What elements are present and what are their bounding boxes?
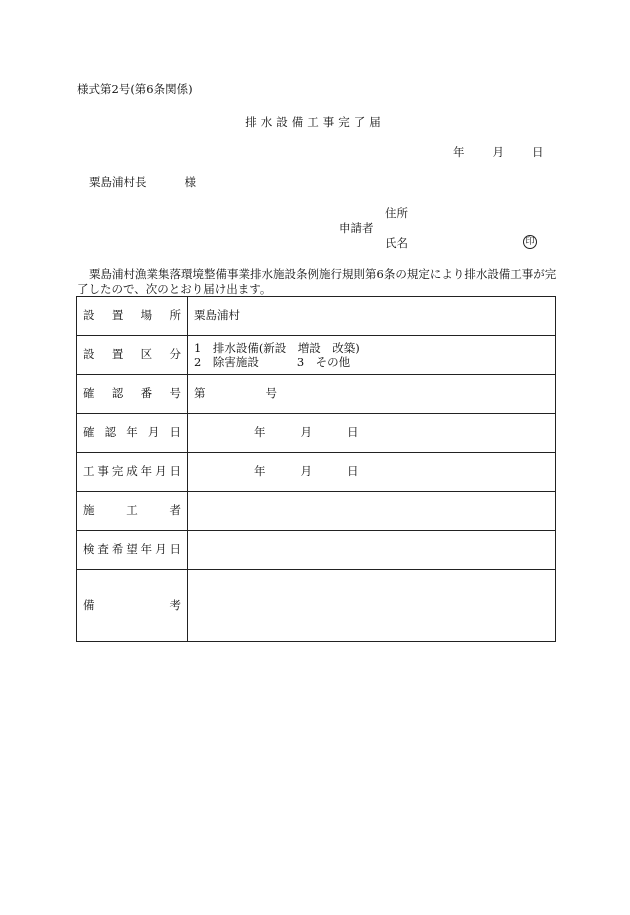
month-label: 月 <box>300 464 312 479</box>
table-row-completion-date <box>77 453 556 492</box>
number-suffix: 号 <box>265 386 277 401</box>
category-option-3: 3 その他 <box>296 355 351 369</box>
category-label: 設置区分 <box>77 336 188 375</box>
inspection-date-label: 検査希望年月日 <box>77 531 188 570</box>
table-row-confirmation-number <box>77 375 556 414</box>
inspection-date-value <box>188 531 556 570</box>
month-label: 月 <box>492 145 504 159</box>
form-table <box>76 296 556 642</box>
category-value <box>188 336 556 375</box>
day-label: 日 <box>347 425 359 440</box>
form-title: 排水設備工事完了届 <box>245 115 385 129</box>
confirmation-date-label: 確認年月日 <box>77 414 188 453</box>
addressee-name: 粟島浦村長 <box>89 175 147 189</box>
day-label: 日 <box>347 464 359 479</box>
year-label: 年 <box>453 145 465 159</box>
month-label: 月 <box>300 425 312 440</box>
table-row-inspection-date <box>77 531 556 570</box>
form-number: 様式第2号(第6条関係) <box>77 82 193 96</box>
seal-mark: 印 <box>523 235 537 249</box>
confirmation-date-value <box>188 414 556 453</box>
contractor-label: 施工者 <box>77 492 188 531</box>
table-row-contractor <box>77 492 556 531</box>
day-label: 日 <box>532 145 544 159</box>
table-row-location <box>77 297 556 336</box>
table-row-remarks <box>77 570 556 642</box>
completion-date-label: 工事完成年月日 <box>77 453 188 492</box>
category-option-2: 2 除害施設 <box>194 355 259 369</box>
submission-date <box>453 147 544 159</box>
body-text: 粟島浦村漁業集落環境整備事業排水施設条例施行規則第6条の規定により排水設備工事が完了したので、次のとおり届け出ます。 <box>77 267 557 296</box>
completion-date-value <box>188 453 556 492</box>
addressee-suffix: 様 <box>184 175 196 189</box>
applicant-label: 申請者 <box>339 221 374 235</box>
table-row-confirmation-date <box>77 414 556 453</box>
year-label: 年 <box>254 425 266 440</box>
confirmation-number-label: 確認番号 <box>77 375 188 414</box>
category-line-2 <box>194 355 555 369</box>
addressee <box>89 177 196 189</box>
number-prefix: 第 <box>194 386 206 401</box>
remarks-label: 備考 <box>77 570 188 642</box>
name-label: 氏名 <box>385 236 408 250</box>
remarks-value <box>188 570 556 642</box>
category-line-1: 1 排水設備(新設 増設 改築) <box>194 341 360 355</box>
confirmation-number-value <box>188 375 556 414</box>
table-row-category <box>77 336 556 375</box>
contractor-value <box>188 492 556 531</box>
year-label: 年 <box>254 464 266 479</box>
address-label: 住所 <box>385 206 408 220</box>
location-label: 設置場所 <box>77 297 188 336</box>
location-value: 粟島浦村 <box>188 297 556 336</box>
